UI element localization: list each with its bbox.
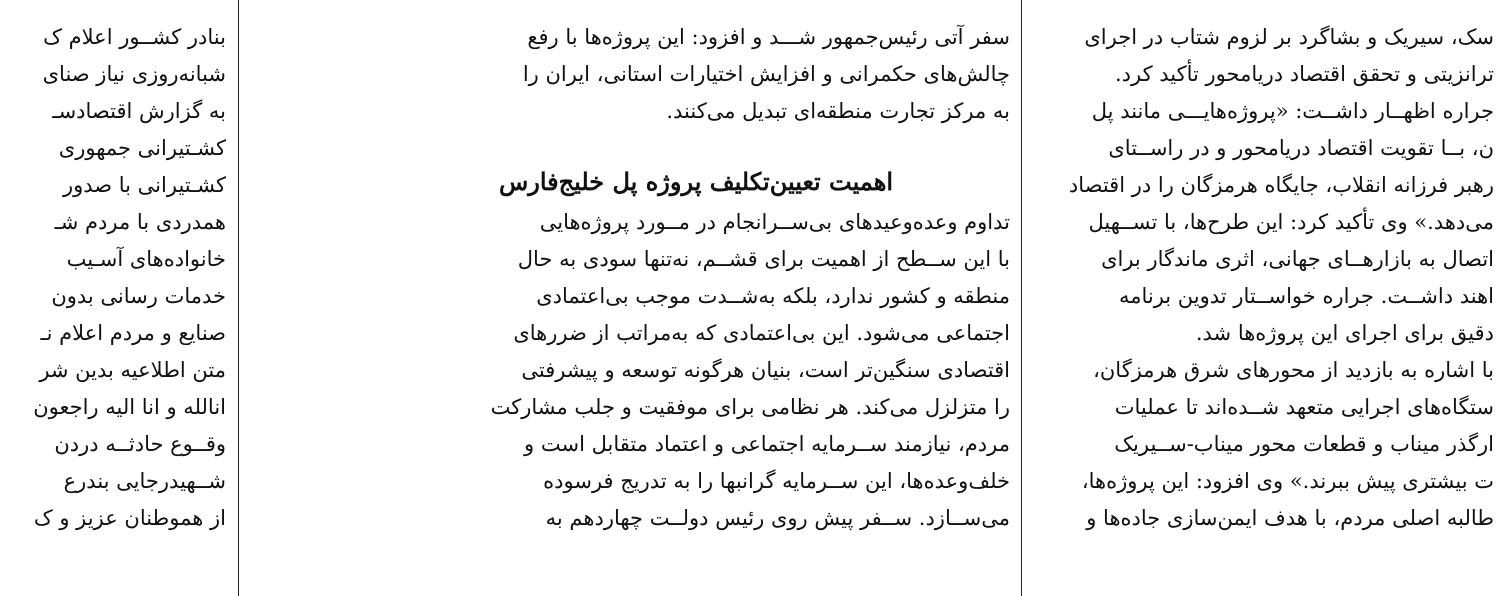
article-line	[378, 0, 1014, 19]
article-line: سفر آتی رئیس‌جمهور شـــد و افزود: این پروژه‌ها با رفع	[527, 25, 1010, 49]
article-line: کشـتیرانی جمهوری	[58, 136, 226, 160]
column-divider	[238, 0, 239, 596]
article-line: چالش‌های حکمرانی و افزایش اختیارات استانی، ایران را	[522, 62, 1010, 86]
article-line: صنایع و مردم اعلام نـ	[40, 321, 226, 345]
article-line: با اشاره به بازدید از محورهای شرق هرمزگان،	[1093, 358, 1494, 382]
article-line: اهند داشــت. جراره خواســتار تدوین برنامه	[1118, 284, 1494, 308]
article-line: با این ســطح از اهمیت برای قشــم، نه‌تنها سودی به حال	[517, 247, 1010, 271]
article-line: خدمات رسانی بدون	[51, 284, 226, 308]
article-line: به مرکز تجارت منطقه‌ای تبدیل می‌کنند.	[666, 99, 1010, 123]
article-line: جراره اظهــار داشــت: «پروژه‌هایـــی مانند پل	[1091, 99, 1494, 123]
article-line: وقــوع حادثــه دردن	[54, 432, 226, 456]
article-line: دقیق برای اجرای این پروژه‌ها شد.	[1195, 321, 1494, 345]
section-heading: اهمیت تعیین‌تکلیف پروژه پل خلیج‌فارس	[498, 167, 894, 196]
article-line: مردم، نیازمند ســرمایه اجتماعی و اعتماد متقابل است و	[524, 432, 1010, 456]
article-line: طالبه اصلی مردم، با هدف ایمن‌سازی جاده‌ها و	[1086, 506, 1494, 530]
article-line: منطقه و کشور ندارد، بلکه به‌شــدت موجب بی‌اعتمادی	[536, 284, 1010, 308]
middle-column	[378, 0, 1014, 596]
article-line: انالله و انا الیه راجعون	[33, 395, 226, 419]
article-line: متن اطلاعیه بدین شر	[39, 358, 226, 382]
article-line: اتصال به بازارهــای جهانی، اثری ماندگار برای	[1101, 247, 1494, 271]
article-line: سک، سیریک و بشاگرد بر لزوم شتاب در اجرای	[1084, 25, 1494, 49]
column-divider	[1021, 0, 1022, 596]
article-line: از هموطنان عزیز و ک	[33, 506, 226, 530]
article-line: تداوم وعده‌وعیدهای بی‌ســرانجام در مــورد پروژه‌هایی	[539, 210, 1010, 234]
article-line: بنادر کشــور اعلام ک	[43, 25, 226, 49]
article-line: رهبر فرزانه انقلاب، جایگاه هرمزگان را در اقتصاد	[1068, 173, 1494, 197]
article-line: به گزارش اقتصادسـ	[52, 99, 226, 123]
article-line	[1028, 0, 1500, 19]
paragraph-gap	[378, 130, 1014, 160]
article-line: ترانزیتی و تحقق اقتصاد دریامحور تأکید کرد.	[1114, 62, 1494, 86]
article-line: همدردی با مردم شـ	[54, 210, 226, 234]
article-line: می‌دهد.» وی تأکید کرد: این طرح‌ها، با تســهیل	[1088, 210, 1494, 234]
right-column	[1028, 0, 1500, 596]
article-line: خانواده‌های آسـیب	[66, 247, 226, 271]
article-line: شبانه‌روزی نیاز صنای	[42, 62, 226, 86]
article-line: را متزلزل می‌کند. هر نظامی برای موفقیت و جلب مشارکت	[490, 395, 1010, 419]
article-line: اقتصادی سنگین‌تر است، بنیان هرگونه توسعه و پیشرفتی	[521, 358, 1010, 382]
article-line: ستگاه‌های اجرایی متعهد شــده‌اند تا عملیات	[1114, 395, 1494, 419]
article-line: خلف‌وعده‌ها، این ســرمایه گرانبها را به تدریج فرسوده	[543, 469, 1010, 493]
article-line: می‌ســازد. ســفر پیش روی رئیس دولــت چهاردهم به	[545, 506, 1010, 530]
article-line	[0, 0, 232, 19]
article-line: کشـتیرانی با صدور	[62, 173, 226, 197]
article-line: ت بیشتری پیش ببرند.» وی افزود: این پروژه‌ها،	[1081, 469, 1494, 493]
article-line: اجتماعی می‌شود. این بی‌اعتمادی که به‌مراتب از ضررهای	[513, 321, 1010, 345]
article-line: ن، بــا تقویت اقتصاد دریامحور و در راســتای	[1108, 136, 1494, 160]
article-line: ارگذر میناب و قطعات محور میناب-ســیریک	[1114, 432, 1494, 456]
left-column	[0, 0, 232, 596]
article-line: شــهیدرجایی بندرع	[63, 469, 226, 493]
